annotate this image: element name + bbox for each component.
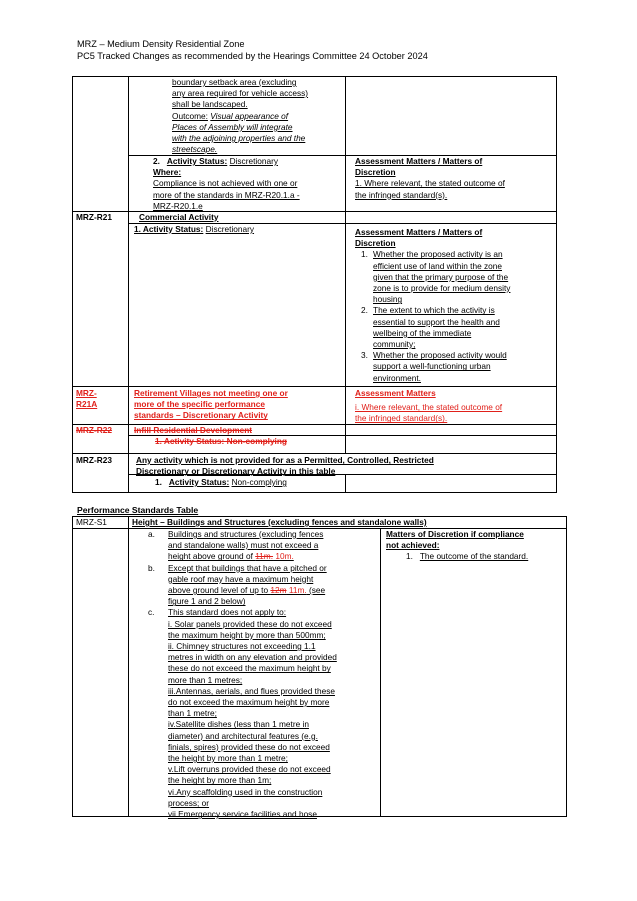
rule-title-r22: Infill Residential Development: [134, 425, 253, 435]
rule-code-r22: MRZ-R22: [76, 425, 112, 435]
text-line: with the adjoining properties and the: [172, 133, 306, 144]
r23-title: Any activity which is not provided for as a Permitted, Controlled, Restricted Discretionary or Discretionary Activity in this table: [136, 455, 434, 477]
assessment-title: Discretion: [355, 238, 396, 249]
text-line: boundary setback area (excluding: [172, 77, 297, 87]
rule-title-r21: Commercial Activity: [139, 212, 219, 222]
assessment-title: Assessment Matters / Matters of: [355, 156, 483, 166]
standard-code: MRZ-S1: [76, 517, 107, 527]
item-number: 2.: [153, 156, 160, 166]
r20-2-assessment: [355, 156, 555, 201]
list-item: 3. Whether the proposed activity would support a well-functioning urban environment.: [361, 350, 507, 383]
list-item: 1. The outcome of the standard.: [406, 551, 529, 562]
document-header: [77, 38, 428, 62]
status-label: Activity Status:: [168, 477, 230, 487]
outcome-label: Outcome:: [172, 110, 208, 121]
text-line: streetscape.: [172, 144, 218, 155]
assessment-title: Discretion: [355, 167, 396, 178]
standards-heading: Performance Standards Table: [77, 505, 199, 515]
standard-clauses: [148, 529, 378, 820]
r21a-title: Retirement Villages not meeting one or more of the specific performance standards – Discretionary Activity: [134, 388, 288, 421]
where-label: Where:: [153, 167, 182, 178]
assessment-title: Assessment Matters / Matters of: [355, 227, 483, 237]
text-line: MRZ-R20.1.e: [153, 200, 203, 211]
list-item: 1. Whether the proposed activity is an efficient use of land within the zone given that the primary purpose of the zone is to provide for medium density housing: [361, 249, 511, 305]
status-value: Non-complying: [231, 477, 287, 487]
assessment-title: Assessment Matters: [355, 388, 436, 398]
r21-assessment: [355, 227, 555, 384]
standard-matters-of-discretion: [386, 529, 564, 563]
status-value: Discretionary: [205, 224, 255, 234]
text-line: 1. Where relevant, the stated outcome of: [355, 178, 505, 189]
r23-status: [155, 477, 287, 488]
text-line: the infringed standard(s).: [355, 413, 448, 424]
text-line: any area required for vehicle access): [172, 88, 309, 99]
header-subtitle: PC5 Tracked Changes as recommended by the Hearings Committee 24 October 2024: [77, 51, 428, 61]
status-label: Activity Status:: [166, 156, 228, 166]
clause-b: b. Except that buildings that have a pitched or gable roof may have a maximum height above ground level of up to 12m 11m. (see figure 1 and 2 below): [148, 562, 327, 607]
clause-a: a. Buildings and structures (excluding fences and standalone walls) must not exceed a height above ground of 11m. 10m.: [148, 529, 324, 562]
standard-title: Height – Buildings and Structures (excluding fences and standalone walls): [132, 517, 427, 527]
r20-continuation: [172, 77, 344, 155]
text-line: i. Where relevant, the stated outcome of: [355, 402, 503, 413]
r20-2-activity: [153, 156, 343, 212]
text-line: Compliance is not achieved with one or: [153, 178, 298, 189]
discretion-title: not achieved:: [386, 540, 440, 551]
text-line: Visual appearance of: [210, 110, 289, 121]
text-line: the infringed standard(s).: [355, 189, 448, 200]
text-line: more of the standards in MRZ-R20.1.a -: [153, 189, 300, 200]
r22-status: 1. Activity Status: Non-complying: [155, 436, 287, 446]
discretion-title: Matters of Discretion if compliance: [386, 529, 524, 539]
r21-status: [134, 224, 254, 235]
r21a-assessment: [355, 388, 555, 425]
rule-code-r21a: MRZ- R21A: [76, 388, 98, 410]
list-item: 2. The extent to which the activity is essential to support the health and wellbeing of the immediate community;: [361, 305, 500, 350]
text-line: shall be landscaped.: [172, 99, 248, 110]
header-zone-title: MRZ – Medium Density Residential Zone: [77, 39, 245, 49]
text-line: Places of Assembly will integrate: [172, 121, 293, 132]
status-label: 1. Activity Status:: [134, 224, 204, 234]
status-value: Discretionary: [229, 156, 278, 166]
rule-code-r21: MRZ-R21: [76, 212, 112, 222]
rule-code-r23: MRZ-R23: [76, 455, 112, 465]
item-number: 1.: [155, 477, 162, 487]
clause-c: c. This standard does not apply to: i. Solar panels provided these do not exceed the maximum height by more than 500mm; ii. Chimney structures not exceeding 1.1 metres in width on any elevation and provided these do not exceed the maximum height by more than 1 metres; iii.Antennas, aerials, and flues provided these do not exceed the maximum height by more than 1 metre; iv.Satellite dishes (less than 1 metre in diameter) and architectural features (e.g. finials, spires) provided these do not exceed the height by more than 1 metre; v.Lift overruns provided these do not exceed the height by more than 1m; vi.Any scaffolding used in the construction process; or vii.Emergency service facilities and hose: [148, 607, 337, 820]
